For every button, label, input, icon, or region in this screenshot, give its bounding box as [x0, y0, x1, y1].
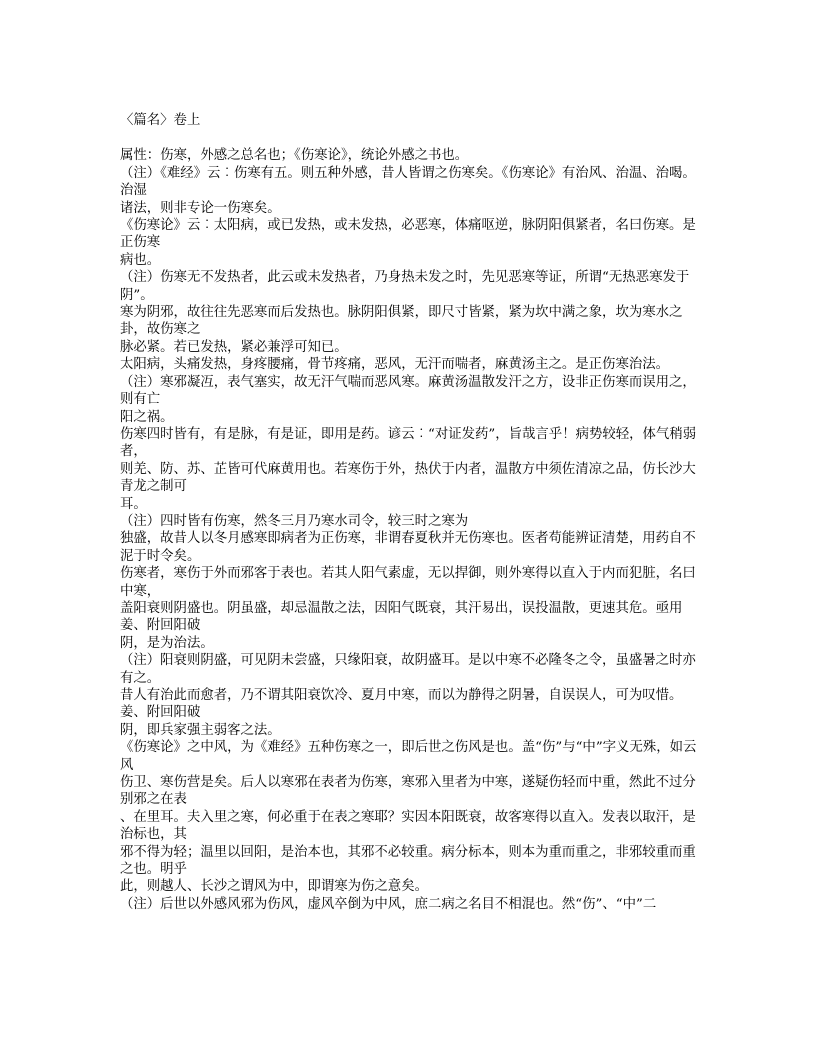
text-line: 《伤寒论》云︰太阳病，或已发热，或未发热，必恶寒，体痛呕逆，脉阴阳俱紧者，名曰伤寒。是正伤寒 — [120, 218, 696, 251]
text-line: 脉必紧。若已发热，紧必兼浮可知已。 — [120, 339, 348, 355]
text-line: 寒为阴邪，故往往先恶寒而后发热也。脉阴阳俱紧，即尺寸皆紧，紧为坎中满之象，坎为寒水之卦，故伤寒之 — [120, 305, 683, 338]
text-line: 昔人有治此而愈者，乃不谓其阳衰饮冷、夏月中寒，而以为静得之阴暑，自误误人，可为叹惜。姜、附回阳破 — [120, 688, 683, 721]
text-line: 阳之祸。 — [120, 409, 174, 425]
text-line: 太阳病，头痛发热，身疼腰痛，骨节疼痛，恶风，无汗而喘者，麻黄汤主之。是正伤寒治法。 — [120, 357, 670, 373]
text-line: 病也。 — [120, 252, 161, 268]
text-line: 耳。 — [120, 496, 147, 512]
text-line: 属性：伤寒，外感之总名也；《伤寒论》，统论外感之书也。 — [120, 148, 469, 164]
text-line: 邪不得为轻；温里以回阳，是治本也，其邪不必较重。病分标本，则本为重而重之，非邪较重而重之也。明乎 — [120, 844, 696, 878]
text-line: 盖阳衰则阴盛也。阴虽盛，却忌温散之法，因阳气既衰，其汗易出，误投温散，更速其危。亟用姜、附回阳破 — [120, 600, 683, 634]
section-title: 〈篇名〉卷上 — [120, 113, 201, 128]
text-line: 阴，是为治法。 — [120, 635, 214, 651]
text-line: 伤寒者，寒伤于外而邪客于表也。若其人阳气素虚，无以捍御，则外寒得以直入于内而犯脏，名曰中寒， — [120, 566, 696, 599]
text-line: 诸法，则非专论一伤寒矣。 — [120, 200, 281, 216]
text-line: （注）后世以外感风邪为伤风，虚风卒倒为中风，庶二病之名目不相混也。然“伤”、“中”二 — [120, 896, 657, 912]
text-line: 伤寒四时皆有，有是脉，有是证，即用是药。谚云︰“对证发药”，旨哉言乎！病势较轻，体气稍弱者， — [120, 426, 697, 460]
text-line: 《伤寒论》之中风，为《难经》五种伤寒之一，即后世之伤风是也。盖“伤”与“中”字义无殊，如云风 — [120, 740, 697, 773]
text-line: 则羌、防、苏、芷皆可代麻黄用也。若寒伤于外，热伏于内者，温散方中须佐清凉之品，仿长沙大青龙之制可 — [120, 461, 696, 495]
text-line: 独盛，故昔人以冬月感寒即病者为正伤寒，非谓春夏秋并无伤寒也。医者苟能辨证清楚，用药自不泥于时令矣。 — [120, 531, 696, 564]
text-line: 、在里耳。夫入里之寒，何必重于在表之寒耶？实因本阳既衰，故客寒得以直入。发表以取汗，是治标也，其 — [120, 809, 696, 843]
document-body — [120, 147, 700, 913]
text-line: （注）阳衰则阴盛，可见阴未尝盛，只缘阳衰，故阴盛耳。是以中寒不必隆冬之令，虽盛暑之时亦有之。 — [120, 653, 696, 686]
text-line: （注）《难经》云︰伤寒有五。则五种外感，昔人皆谓之伤寒矣。《伤寒论》有治风、治温、治喝。治湿 — [120, 165, 696, 199]
text-line: （注）伤寒无不发热者，此云或未发热者，乃身热未发之时，先见恶寒等证，所谓“无热恶寒发于阴”。 — [120, 270, 690, 303]
text-line: （注）四时皆有伤寒，然冬三月乃寒水司令，较三时之寒为 — [120, 513, 469, 529]
text-line: 伤卫、寒伤营是矣。后人以寒邪在表者为伤寒，寒邪入里者为中寒，遂疑伤轻而中重，然此不过分别邪之在表 — [120, 775, 696, 808]
text-line: （注）寒邪凝冱，表气塞实，故无汗气喘而恶风寒。麻黄汤温散发汗之方，设非正伤寒而误用之，则有亡 — [120, 374, 696, 408]
document-page — [120, 112, 700, 913]
text-line: 此，则越人、长沙之谓风为中，即谓寒为伤之意矣。 — [120, 879, 428, 895]
text-line: 阴，即兵家强主弱客之法。 — [120, 722, 281, 738]
